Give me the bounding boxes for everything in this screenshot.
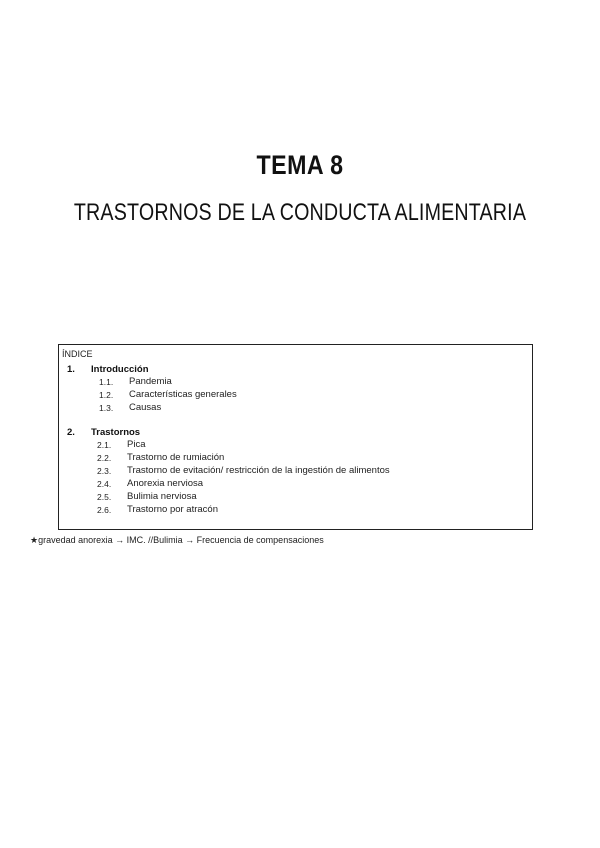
page-title: TEMA 8: [256, 150, 344, 180]
item-number: 2.2.: [97, 453, 112, 463]
item-text: Anorexia nerviosa: [127, 478, 204, 489]
item-number: 2.1.: [97, 440, 112, 450]
item-number: 2.4.: [97, 479, 112, 489]
star-icon: ★: [30, 535, 39, 545]
page-subtitle: TRASTORNOS DE LA CONDUCTA ALIMENTARIA: [73, 199, 527, 226]
item-number: 2.6.: [97, 505, 112, 515]
item-number: 1.1.: [99, 377, 114, 387]
item-text: Características generales: [129, 389, 237, 400]
item-number: 2.5.: [97, 492, 112, 502]
item-number: 2.3.: [97, 466, 112, 476]
index-box: [58, 344, 533, 530]
section-title: Trastornos: [91, 427, 141, 438]
footnote-text: gravedad anorexia → IMC. //Bulimia → Frecuencia de compensaciones: [38, 535, 324, 545]
item-text: Causas: [129, 402, 162, 413]
section-number: 1.: [67, 364, 75, 375]
item-number: 1.2.: [99, 390, 114, 400]
section-title: Introducción: [91, 364, 149, 375]
footnote: [30, 535, 324, 546]
index-label: ÍNDICE: [62, 349, 93, 359]
item-text: Trastorno de evitación/ restricción de la ingestión de alimentos: [127, 465, 390, 476]
item-text: Bulimia nerviosa: [127, 491, 197, 502]
item-text: Trastorno de rumiación: [127, 452, 225, 463]
item-text: Trastorno por atracón: [127, 504, 218, 515]
item-number: 1.3.: [99, 403, 114, 413]
item-text: Pica: [127, 439, 146, 450]
section-number: 2.: [67, 427, 75, 438]
item-text: Pandemia: [129, 376, 172, 387]
